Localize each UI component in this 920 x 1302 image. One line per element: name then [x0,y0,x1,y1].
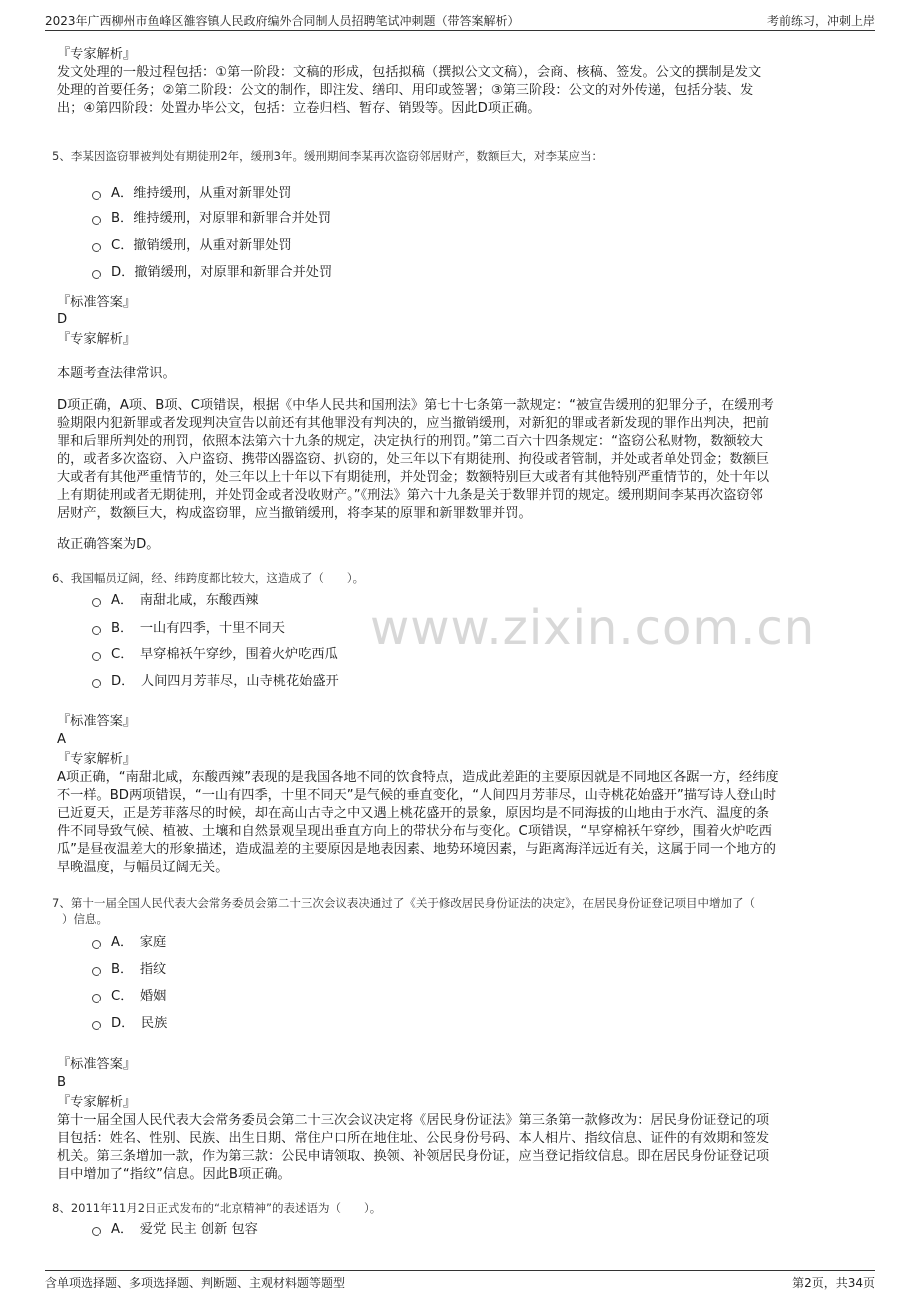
option-d[interactable] [92,1015,167,1033]
footer-question-types: 含单项选择题、多项选择题、判断题、主观材料题等题型 [45,1276,346,1290]
analysis-line: A项正确，“南甜北咸，东酸西辣”表现的是我国各地不同的饮食特点，造成此差距的主要原因就是不同地区各踞一方，经纬度 [57,770,779,785]
analysis-line: 处理的首要任务；②第二阶段：公文的制作，即注发、缮印、用印或签署；③第三阶段：公文的对外传递，包括分装、发 [57,83,754,98]
analysis-line: D项正确，A项、B项、C项错误，根据《中华人民共和国刑法》第七十七条第一款规定：“被宣告缓刑的犯罪分子，在缓刑考 [57,398,774,413]
option-b[interactable] [92,210,331,228]
option-label: D．撤销缓刑，对原罪和新罪合并处罚 [111,265,333,280]
option-b[interactable] [92,961,166,979]
option-label: A．维持缓刑，从重对新罪处罚 [111,186,292,201]
radio-icon[interactable] [92,598,101,607]
question-7 [52,895,862,927]
question-text: 5、李某因盗窃罪被判处有期徒刑2年，缓刑3年。缓刑期间李某再次盗窃邻居财产，数额巨大，对李某应当： [52,149,603,163]
standard-answer: B [57,1075,67,1090]
option-label: A． 爱党 民主 创新 包容 [111,1222,258,1237]
question-6 [52,570,862,586]
option-label: B． 一山有四季，十里不同天 [111,621,285,636]
question-text: 6、我国幅员辽阔，经、纬跨度都比较大，这造成了（ ）。 [52,571,365,585]
option-label: C． 婚姻 [111,989,167,1004]
expert-analysis-label: 『专家解析』 [57,1095,137,1110]
standard-answer-label: 『标准答案』 [57,1057,137,1072]
expert-analysis-label: 『专家解析』 [57,47,137,62]
analysis-line: 目包括：姓名、性别、民族、出生日期、常住户口所在地住址、公民身份号码、本人相片、指纹信息、证件的有效期和签发 [57,1131,770,1146]
option-c[interactable] [92,646,338,664]
option-a[interactable] [92,592,258,610]
analysis-line: 机关。第三条增加一款，作为第三款：公民申请领取、换领、补领居民身份证，应当登记指纹信息。即在居民身份证登记项 [57,1149,770,1164]
radio-icon[interactable] [92,967,101,976]
standard-answer-label: 『标准答案』 [57,295,137,310]
analysis-line: 不一样。BD两项错误，“一山有四季，十里不同天”是气候的垂直变化，“人间四月芳菲尽，山寺桃花始盛开”描写诗人登山时 [57,788,777,803]
standard-answer: D [57,312,68,327]
question-text: 8、2011年11月2日正式发布的“北京精神”的表述语为（ ）。 [52,1201,382,1215]
option-label: B． 指纹 [111,962,167,977]
analysis-intro: 本题考查法律常识。 [57,366,176,381]
analysis-line: 发文处理的一般过程包括：①第一阶段：文稿的形成，包括拟稿（撰拟公文文稿），会商、核稿、签发。公文的撰制是发文 [57,65,762,80]
analysis-line: 瓜”是昼夜温差大的形象描述，造成温差的主要原因是地表因素、地势环境因素，与距离海洋远近有关，这属于同一个地方的 [57,842,776,857]
option-label: C． 早穿棉袄午穿纱，围着火炉吃西瓜 [111,647,338,662]
radio-icon[interactable] [92,243,101,252]
expert-analysis-label: 『专家解析』 [57,332,137,347]
radio-icon[interactable] [92,191,101,200]
option-a[interactable] [92,185,291,203]
analysis-line: 罪和后罪所判处的刑罚，依照本法第六十九条的规定，决定执行的刑罚。”第二百六十四条规定：“盗窃公私财物，数额较大 [57,434,763,449]
option-label: D． 人间四月芳菲尽，山寺桃花始盛开 [111,674,339,689]
analysis-line: 出；④第四阶段：处置办毕公文，包括：立卷归档、暂存、销毁等。因此D项正确。 [57,101,541,116]
option-a[interactable] [92,934,166,952]
expert-analysis-label: 『专家解析』 [57,752,137,767]
analysis-conclusion: 故正确答案为D。 [57,537,160,552]
radio-icon[interactable] [92,940,101,949]
option-label: B．维持缓刑，对原罪和新罪合并处罚 [111,211,332,226]
option-label: C．撤销缓刑，从重对新罪处罚 [111,238,292,253]
page-header [45,8,875,31]
option-a[interactable] [92,1221,258,1239]
option-label: A． 南甜北咸，东酸西辣 [111,593,259,608]
header-slogan: 考前练习，冲刺上岸 [766,14,875,28]
option-label: A． 家庭 [111,935,167,950]
option-d[interactable] [92,264,332,282]
analysis-line: 大或者有其他严重情节的，处三年以上十年以下有期徒刑，并处罚金；数额特别巨大或者有其他特别严重情节的，处十年以 [57,470,770,485]
analysis-line: 验期限内犯新罪或者发现判决宣告以前还有其他罪没有判决的，应当撤销缓刑，对新犯的罪或者新发现的罪作出判决，把前 [57,416,770,431]
document-title: 2023年广西柳州市鱼峰区雒容镇人民政府编外合同制人员招聘笔试冲刺题（带答案解析） [45,14,520,28]
option-d[interactable] [92,673,339,691]
radio-icon[interactable] [92,652,101,661]
question-8 [52,1200,862,1216]
radio-icon[interactable] [92,216,101,225]
page-number: 第2页，共34页 [792,1276,875,1290]
analysis-line: 目中增加了“指纹”信息。因此B项正确。 [57,1167,291,1182]
radio-icon[interactable] [92,626,101,635]
analysis-line: 件不同导致气候、植被、土壤和自然景观呈现出垂直方向上的带状分布与变化。C项错误，“早穿棉袄午穿纱，围着火炉吃西 [57,824,772,839]
page-footer [45,1270,875,1293]
radio-icon[interactable] [92,679,101,688]
radio-icon[interactable] [92,994,101,1003]
analysis-line: 第十一届全国人民代表大会常务委员会第二十三次会议决定将《居民身份证法》第三条第一款修改为：居民身份证登记的项 [57,1113,770,1128]
standard-answer-label: 『标准答案』 [57,714,137,729]
radio-icon[interactable] [92,270,101,279]
question-5 [52,148,862,164]
analysis-line: 的，或者多次盗窃、入户盗窃、携带凶器盗窃、扒窃的，处三年以下有期徒刑、拘役或者管制，并处或者单处罚金；数额巨 [57,452,770,467]
radio-icon[interactable] [92,1227,101,1236]
option-c[interactable] [92,988,166,1006]
analysis-line: 已近夏天，正是芳菲落尽的时候，却在高山古寺之中又遇上桃花盛开的景象，原因均是不同海拔的山地由于水汽、温度的条 [57,806,770,821]
standard-answer: A [57,732,67,747]
analysis-line: 早晚温度，与幅员辽阔无关。 [57,860,229,875]
option-label: D． 民族 [111,1016,168,1031]
radio-icon[interactable] [92,1021,101,1030]
question-text-continued: ）信息。 [62,912,108,926]
analysis-line: 居财产，数额巨大，构成盗窃罪，应当撤销缓刑，将李某的原罪和新罪数罪并罚。 [57,506,532,521]
watermark: www.zixin.com.cn [370,600,816,656]
question-text: 7、第十一届全国人民代表大会常务委员会第二十三次会议表决通过了《关于修改居民身份证法的决定》，在居民身份证登记项目中增加了（ [52,896,756,910]
option-b[interactable] [92,620,285,638]
option-c[interactable] [92,237,292,255]
analysis-line: 上有期徒刑或者无期徒刑，并处罚金或者没收财产。”《刑法》第六十九条是关于数罪并罚的规定。缓刑期间李某再次盗窃邻 [57,488,763,503]
